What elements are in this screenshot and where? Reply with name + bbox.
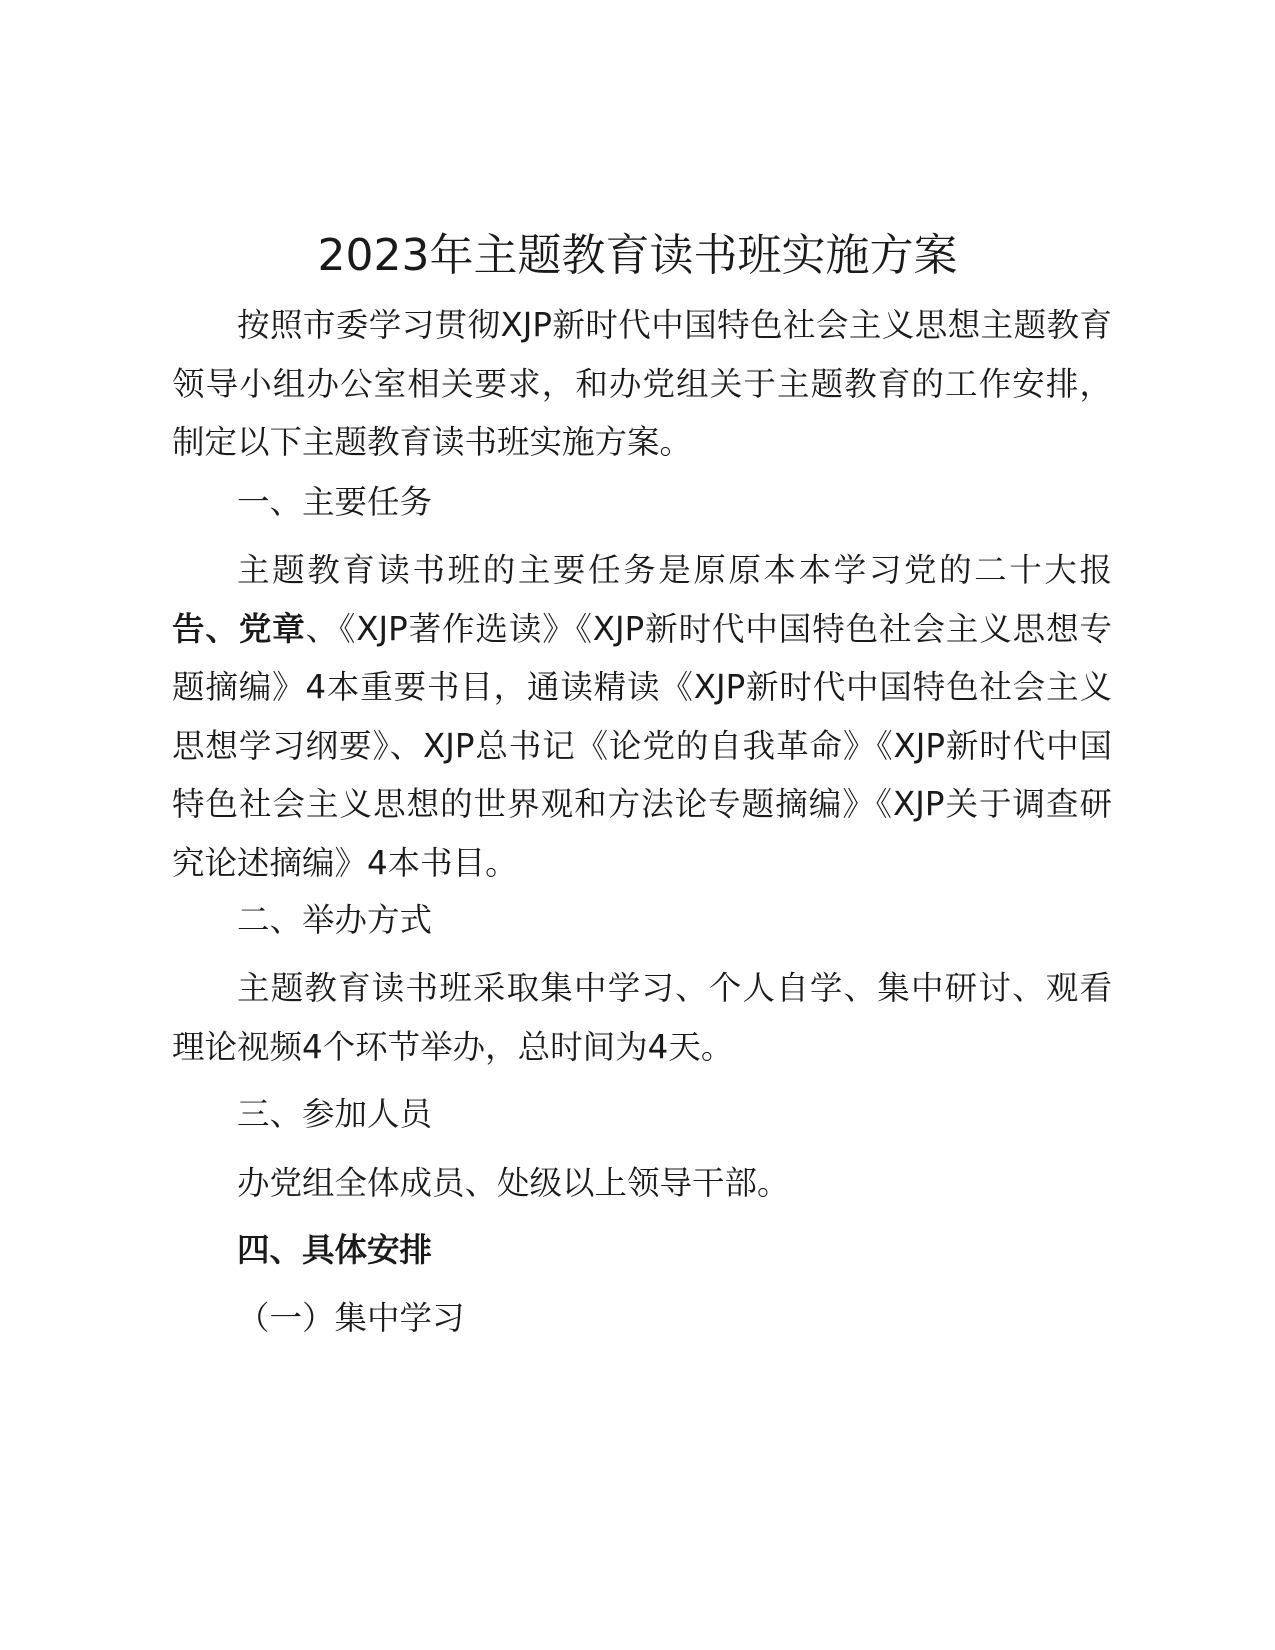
section-3-body: 办党组全体成员、处级以上领导干部。 (237, 1164, 790, 1202)
section-1-body-part1: 主题教育读书班的主要任务是原原本本学习党的二十大报 (237, 551, 1112, 589)
section-1-body (172, 541, 1112, 892)
document-title: 2023年主题教育读书班实施方案 (317, 230, 958, 281)
section-4-heading: 四、具体安排 (237, 1231, 433, 1269)
section-2-heading: 二、举办方式 (237, 901, 433, 939)
section-1-body-part2: 、《XJP著作选读》《XJP新时代中国特色社会主义思想专题摘编》4本重要书目，通读精读《XJP新时代中国特色社会主义思想学习纲要》、XJP总书记《论党的自我革命》《XJP新时代中国特色社会主义思想的世界观和方法论专题摘编》《XJP关于调查研究论述摘编》4本书目。 (172, 609, 1112, 882)
subsection-heading: （一）集中学习 (237, 1299, 465, 1337)
intro-paragraph: 按照市委学习贯彻XJP新时代中国特色社会主义思想主题教育领导小组办公室相关要求，和办党组关于主题教育的工作安排，制定以下主题教育读书班实施方案。 (172, 306, 1112, 461)
section-1-body-bold: 告、党章 (172, 609, 306, 648)
section-2-body: 主题教育读书班采取集中学习、个人自学、集中研讨、观看理论视频4个环节举办，总时间为4天。 (172, 969, 1112, 1066)
section-1-heading: 一、主要任务 (237, 483, 433, 521)
section-3-heading: 三、参加人员 (237, 1095, 433, 1133)
